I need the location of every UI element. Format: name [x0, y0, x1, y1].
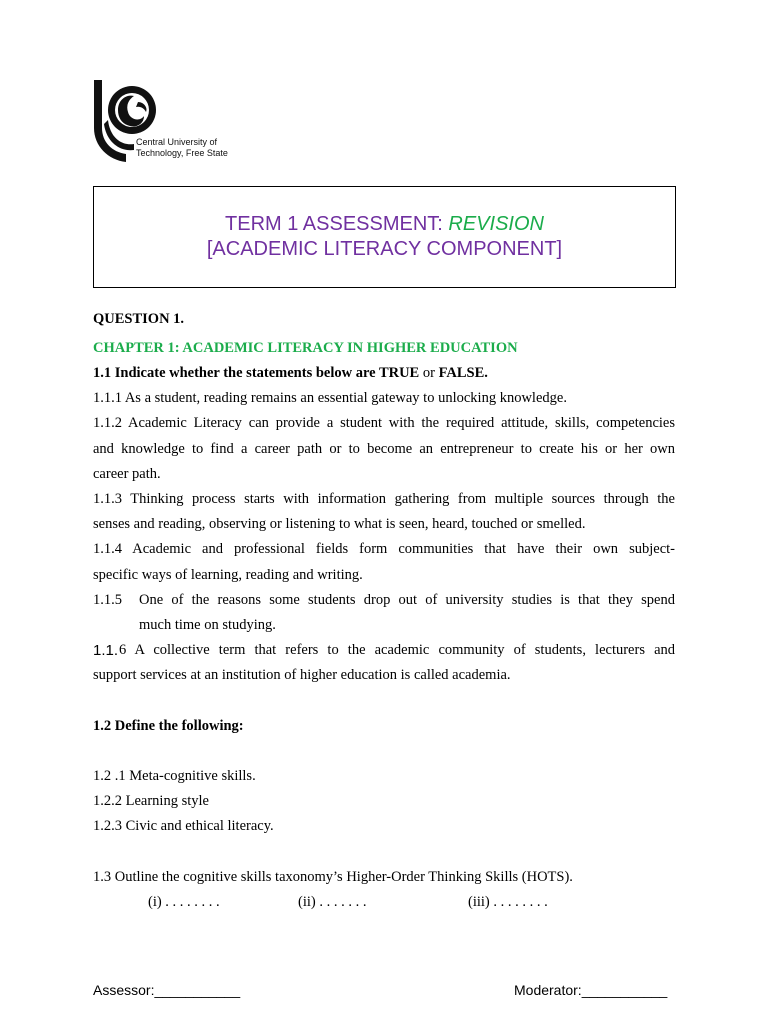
title-prefix: TERM 1 ASSESSMENT: [225, 213, 449, 235]
title-box [93, 186, 676, 288]
or-word: or [419, 365, 439, 381]
cut-logo [94, 80, 244, 162]
statement-1-1-5-line-1: One of the reasons some students drop out of university studies is that they spend [139, 592, 675, 608]
false-word: FALSE. [438, 365, 488, 381]
statement-1-1-6-line-1: 6 A collective term that refers to the academic community of students, lecturers and [119, 642, 675, 658]
statement-1-1-4-line-2: specific ways of learning, reading and writing. [93, 567, 363, 583]
statement-1-1-5-number: 1.1.5 [93, 592, 122, 608]
true-word: TRUE [378, 365, 420, 381]
chapter-heading: CHAPTER 1: ACADEMIC LITERACY IN HIGHER EDUCATION [93, 340, 518, 356]
assessor-signature-line: Assessor:___________ [93, 982, 241, 998]
define-item-2: 1.2.2 Learning style [93, 793, 209, 809]
statement-1-1-2-line-2: and knowledge to find a career path or to become an entrepreneur to create his or her own [93, 441, 675, 457]
define-item-3: 1.2.3 Civic and ethical literacy. [93, 818, 274, 834]
statement-1-1-3-line-2: senses and reading, observing or listening to what is seen, heard, touched or smelled. [93, 516, 586, 532]
title-subtitle: [ACADEMIC LITERACY COMPONENT] [206, 238, 563, 260]
define-item-1: 1.2 .1 Meta-cognitive skills. [93, 768, 256, 784]
statement-1-1-4-line-1: 1.1.4 Academic and professional fields form communities that have their own subject- [93, 541, 675, 557]
answer-option-ii: (ii) . . . . . . . [298, 894, 367, 910]
answer-option-iii: (iii) . . . . . . . . [468, 894, 548, 910]
statement-1-1-6-number: 1.1. [93, 642, 119, 659]
question-1-heading: QUESTION 1. [93, 311, 185, 327]
title-revision: REVISION [448, 213, 544, 235]
statement-1-1-3-line-1: 1.1.3 Thinking process starts with information gathering from multiple sources through the [93, 491, 675, 507]
statement-1-1-2-line-1: 1.1.2 Academic Literacy can provide a student with the required attitude, skills, competencies [93, 415, 675, 431]
statement-1-1-5-line-2: much time on studying. [139, 617, 276, 633]
instruction-1-1 [93, 365, 488, 382]
logo-line-1: Central University of [136, 137, 218, 147]
statement-1-1-6-line-2: support services at an institution of higher education is called academia. [93, 667, 511, 683]
statement-1-1-1: 1.1.1 As a student, reading remains an essential gateway to unlocking knowledge. [93, 390, 567, 406]
question-1-3: 1.3 Outline the cognitive skills taxonomy’s Higher-Order Thinking Skills (HOTS). [93, 869, 573, 885]
logo-wordmark [136, 137, 228, 159]
statement-1-1-2-line-3: career path. [93, 466, 161, 482]
answer-option-i: (i) . . . . . . . . [148, 894, 220, 910]
moderator-signature-line: Moderator:___________ [514, 982, 668, 998]
logo-line-2: Technology, Free State [136, 148, 228, 158]
title-line [94, 213, 675, 236]
instruction-text: 1.1 Indicate whether the statements below are [93, 365, 379, 381]
question-1-2-heading: 1.2 Define the following: [93, 718, 244, 734]
